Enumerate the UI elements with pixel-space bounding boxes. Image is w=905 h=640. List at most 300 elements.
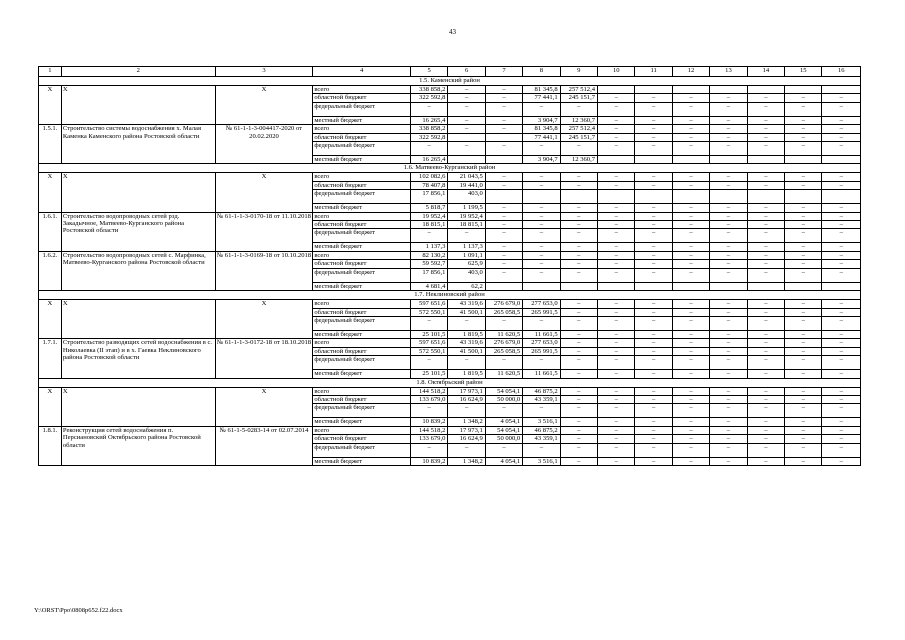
amount-cell: 25 101,5 [411,370,448,378]
amount-cell: – [635,457,672,465]
amount-cell: – [710,251,747,259]
amount-cell [672,86,709,94]
amount-cell [485,133,522,141]
amount-cell: – [560,102,597,116]
amount-cell: – [598,316,635,330]
amount-cell: – [485,229,522,243]
amount-cell: – [635,181,672,189]
amount-cell: – [523,316,560,330]
amount-cell: – [598,243,635,251]
amount-cell [635,86,672,94]
amount-cell: – [448,125,485,133]
amount-cell: – [785,347,822,355]
item-number-cell: 1.5.1. [39,125,62,164]
amount-cell [523,190,560,204]
amount-cell: 19 441,0 [448,181,485,189]
amount-cell: – [485,94,522,102]
amount-cell: 11 661,5 [523,330,560,338]
funding-source-cell: местный бюджет [313,330,411,338]
amount-cell: 59 592,7 [411,260,448,268]
column-number-15: 15 [785,67,822,77]
amount-cell: 3 904,7 [523,156,560,164]
amount-cell: – [785,94,822,102]
amount-cell: – [598,356,635,370]
amount-cell: – [822,133,861,141]
amount-cell: – [785,142,822,156]
amount-cell: 277 653,0 [523,339,560,347]
amount-cell: – [710,339,747,347]
amount-cell: 5 818,7 [411,204,448,212]
amount-cell: – [785,418,822,426]
amount-cell: – [785,212,822,220]
amount-cell: – [822,173,861,181]
amount-cell: – [598,125,635,133]
funding-source-cell: всего [313,387,411,395]
item-number-cell: 1.6.2. [39,251,62,290]
amount-cell: – [672,173,709,181]
amount-cell: – [672,339,709,347]
amount-cell: – [635,260,672,268]
amount-cell: – [672,251,709,259]
amount-cell: – [411,356,448,370]
amount-cell: – [523,173,560,181]
amount-cell: – [710,133,747,141]
amount-cell [710,282,747,290]
amount-cell: – [672,395,709,403]
object-name-cell: X [61,86,215,125]
funding-source-cell: всего [313,86,411,94]
amount-cell: 16 624,9 [448,435,485,443]
amount-cell: – [747,94,784,102]
amount-cell: – [635,330,672,338]
funding-source-cell: федеральный бюджет [313,102,411,116]
amount-cell: – [785,133,822,141]
amount-cell: 403,0 [448,190,485,204]
funding-source-cell: всего [313,339,411,347]
column-number-3: 3 [215,67,313,77]
amount-cell: 11 661,5 [523,370,560,378]
section-title-row [39,77,861,86]
item-number-cell: 1.6.1. [39,212,62,251]
amount-cell: – [822,443,861,457]
amount-cell: – [672,435,709,443]
amount-cell: – [448,229,485,243]
amount-cell: 25 101,5 [411,330,448,338]
amount-cell: – [822,260,861,268]
amount-cell [747,190,784,204]
amount-cell: – [598,435,635,443]
amount-cell: 46 875,2 [523,426,560,434]
amount-cell: – [747,356,784,370]
amount-cell: 41 500,1 [448,308,485,316]
amount-cell: – [523,251,560,259]
amount-cell: 338 858,2 [411,125,448,133]
header-row [39,67,861,77]
table-row [39,86,861,94]
amount-cell [785,86,822,94]
amount-cell: – [710,142,747,156]
amount-cell: – [635,316,672,330]
amount-cell [448,133,485,141]
amount-cell: – [560,300,597,308]
section-title: 1.6. Матвеево-Курганский район [39,164,861,173]
amount-cell: – [598,404,635,418]
amount-cell: 276 679,0 [485,300,522,308]
amount-cell: – [523,181,560,189]
amount-cell: – [485,86,522,94]
amount-cell: 265 991,5 [523,347,560,355]
amount-cell [710,156,747,164]
amount-cell: – [560,435,597,443]
amount-cell: – [598,173,635,181]
amount-cell: – [785,330,822,338]
amount-cell: – [560,370,597,378]
project-number-cell: № 61-1-1-3-0170-18 от 11.10.2018 [215,212,313,251]
amount-cell: – [672,116,709,124]
amount-cell: – [785,116,822,124]
amount-cell: – [822,94,861,102]
funding-source-cell: федеральный бюджет [313,142,411,156]
amount-cell: – [598,94,635,102]
amount-cell [747,282,784,290]
amount-cell: – [598,260,635,268]
amount-cell: – [785,229,822,243]
amount-cell: – [710,181,747,189]
amount-cell: 257 512,4 [560,125,597,133]
amount-cell: 43 359,1 [523,395,560,403]
amount-cell: – [523,142,560,156]
amount-cell: – [672,102,709,116]
investment-table [38,66,861,466]
amount-cell: – [822,142,861,156]
amount-cell: – [560,260,597,268]
column-number-6: 6 [448,67,485,77]
amount-cell: – [710,173,747,181]
amount-cell: 16 624,9 [448,395,485,403]
amount-cell: – [598,339,635,347]
amount-cell: – [710,395,747,403]
amount-cell: – [560,142,597,156]
amount-cell: – [747,102,784,116]
amount-cell: 4 054,1 [485,457,522,465]
amount-cell [635,282,672,290]
amount-cell: – [822,347,861,355]
amount-cell: 11 620,5 [485,330,522,338]
funding-source-cell: областной бюджет [313,133,411,141]
amount-cell: 403,0 [448,268,485,282]
amount-cell: – [747,260,784,268]
amount-cell: – [747,229,784,243]
amount-cell: – [598,347,635,355]
amount-cell: 12 360,7 [560,116,597,124]
amount-cell: – [672,181,709,189]
object-name-cell: X [61,387,215,426]
amount-cell: – [411,142,448,156]
amount-cell: – [747,435,784,443]
amount-cell: – [672,125,709,133]
funding-source-cell: областной бюджет [313,308,411,316]
amount-cell: – [785,339,822,347]
amount-cell: – [635,426,672,434]
amount-cell: – [485,443,522,457]
amount-cell: – [822,308,861,316]
amount-cell: – [747,221,784,229]
amount-cell: – [822,435,861,443]
amount-cell: – [710,404,747,418]
amount-cell: – [747,142,784,156]
amount-cell [710,86,747,94]
amount-cell: – [785,426,822,434]
amount-cell: – [710,125,747,133]
funding-source-cell: федеральный бюджет [313,190,411,204]
amount-cell: – [672,300,709,308]
amount-cell: 50 000,0 [485,395,522,403]
amount-cell: – [560,443,597,457]
amount-cell: – [598,308,635,316]
column-number-13: 13 [710,67,747,77]
amount-cell [560,190,597,204]
amount-cell [672,282,709,290]
section-title-row [39,164,861,173]
amount-cell: – [672,229,709,243]
column-number-14: 14 [747,67,784,77]
amount-cell: – [560,251,597,259]
page-number: 43 [449,28,456,36]
amount-cell: 277 653,0 [523,300,560,308]
amount-cell: – [672,204,709,212]
amount-cell: – [710,356,747,370]
amount-cell: – [822,243,861,251]
funding-source-cell: федеральный бюджет [313,316,411,330]
funding-source-cell: местный бюджет [313,282,411,290]
amount-cell: – [822,356,861,370]
amount-cell: – [635,142,672,156]
amount-cell [710,190,747,204]
amount-cell: – [635,347,672,355]
amount-cell: – [822,251,861,259]
amount-cell [822,86,861,94]
section-title: 1.5. Каменский район [39,77,861,86]
amount-cell: – [672,418,709,426]
amount-cell: – [672,268,709,282]
amount-cell: – [523,221,560,229]
amount-cell: 245 151,7 [560,133,597,141]
amount-cell: – [822,125,861,133]
amount-cell: 265 058,5 [485,308,522,316]
table-row [39,125,861,133]
amount-cell: – [785,204,822,212]
amount-cell: – [785,308,822,316]
amount-cell: 77 441,1 [523,133,560,141]
funding-source-cell: всего [313,173,411,181]
amount-cell: – [785,173,822,181]
amount-cell: – [747,212,784,220]
column-number-1: 1 [39,67,62,77]
amount-cell: 50 000,0 [485,435,522,443]
amount-cell: – [785,356,822,370]
amount-cell: – [448,94,485,102]
column-number-5: 5 [411,67,448,77]
amount-cell: – [747,125,784,133]
amount-cell: 17 856,1 [411,190,448,204]
amount-cell: – [785,102,822,116]
amount-cell: – [710,268,747,282]
amount-cell: – [710,229,747,243]
amount-cell: – [598,102,635,116]
amount-cell: – [560,316,597,330]
table-row [39,212,861,220]
amount-cell: – [710,243,747,251]
amount-cell [598,282,635,290]
project-number-cell: X [215,300,313,339]
amount-cell [448,156,485,164]
amount-cell: – [747,300,784,308]
amount-cell: – [822,395,861,403]
amount-cell: 3 516,1 [523,418,560,426]
amount-cell: – [672,387,709,395]
amount-cell: – [448,102,485,116]
funding-source-cell: всего [313,212,411,220]
amount-cell: – [822,181,861,189]
amount-cell: – [598,370,635,378]
amount-cell: – [785,181,822,189]
amount-cell: – [448,404,485,418]
amount-cell: – [560,457,597,465]
amount-cell: – [822,330,861,338]
amount-cell: – [598,212,635,220]
amount-cell: – [822,387,861,395]
amount-cell: 4 054,1 [485,418,522,426]
amount-cell: – [523,404,560,418]
section-title: 1.7. Неклиновский район [39,291,861,300]
amount-cell: 16 265,4 [411,116,448,124]
amount-cell: – [710,316,747,330]
amount-cell: – [635,243,672,251]
amount-cell: – [411,102,448,116]
amount-cell: – [785,457,822,465]
object-name-cell: Строительство системы водоснабжения х. Малая Каменка Каменского района Ростовской области [61,125,215,164]
amount-cell: – [672,330,709,338]
amount-cell: – [635,404,672,418]
amount-cell: 10 839,2 [411,457,448,465]
funding-source-cell: областной бюджет [313,94,411,102]
amount-cell: – [672,404,709,418]
amount-cell [747,156,784,164]
amount-cell: – [560,173,597,181]
amount-cell: 338 858,2 [411,86,448,94]
amount-cell: – [785,243,822,251]
amount-cell: – [411,443,448,457]
amount-cell: – [710,418,747,426]
amount-cell: – [523,260,560,268]
funding-source-cell: всего [313,300,411,308]
amount-cell: – [523,229,560,243]
funding-source-cell: областной бюджет [313,395,411,403]
amount-cell: – [785,221,822,229]
funding-source-cell: всего [313,426,411,434]
amount-cell: 77 441,1 [523,94,560,102]
amount-cell: – [560,308,597,316]
amount-cell: – [710,370,747,378]
funding-source-cell: областной бюджет [313,435,411,443]
amount-cell: – [822,418,861,426]
amount-cell: – [710,221,747,229]
project-number-cell: № 61-1-1-3-0169-18 от 10.10.2018 [215,251,313,290]
amount-cell: – [672,308,709,316]
amount-cell [485,156,522,164]
amount-cell: – [785,404,822,418]
project-number-cell: № 61-1-1-3-0172-18 от 18.10.2018 [215,339,313,378]
amount-cell: – [672,443,709,457]
amount-cell: – [448,142,485,156]
amount-cell: – [785,370,822,378]
amount-cell: – [822,268,861,282]
amount-cell: – [635,221,672,229]
amount-cell [822,190,861,204]
amount-cell: – [598,181,635,189]
amount-cell: – [560,221,597,229]
amount-cell: – [598,418,635,426]
amount-cell: 54 054,1 [485,387,522,395]
amount-cell: – [635,339,672,347]
amount-cell: – [598,251,635,259]
amount-cell: 46 875,2 [523,387,560,395]
amount-cell: – [710,94,747,102]
amount-cell [785,282,822,290]
amount-cell: 245 151,7 [560,94,597,102]
amount-cell: – [560,330,597,338]
amount-cell: – [747,404,784,418]
amount-cell: – [598,330,635,338]
amount-cell: – [747,133,784,141]
table-row [39,173,861,181]
amount-cell: – [635,204,672,212]
item-number-cell: 1.8.1. [39,426,62,465]
amount-cell: – [448,316,485,330]
column-number-8: 8 [523,67,560,77]
amount-cell: – [485,102,522,116]
column-number-9: 9 [560,67,597,77]
amount-cell: – [747,204,784,212]
amount-cell: – [598,426,635,434]
amount-cell: – [560,356,597,370]
amount-cell: – [635,395,672,403]
amount-cell: – [710,116,747,124]
object-name-cell: X [61,173,215,212]
amount-cell: – [710,435,747,443]
amount-cell: – [635,229,672,243]
amount-cell [485,282,522,290]
amount-cell: – [672,94,709,102]
amount-cell: – [710,387,747,395]
funding-source-cell: федеральный бюджет [313,229,411,243]
amount-cell: – [672,426,709,434]
amount-cell: 144 518,2 [411,387,448,395]
amount-cell: – [485,251,522,259]
amount-cell: – [635,133,672,141]
funding-source-cell: местный бюджет [313,370,411,378]
amount-cell: – [822,204,861,212]
amount-cell: – [485,356,522,370]
amount-cell: – [822,212,861,220]
amount-cell: – [635,125,672,133]
amount-cell: – [747,426,784,434]
amount-cell: – [560,404,597,418]
amount-cell: – [822,102,861,116]
amount-cell: – [598,229,635,243]
amount-cell: 1 348,2 [448,457,485,465]
amount-cell [822,282,861,290]
